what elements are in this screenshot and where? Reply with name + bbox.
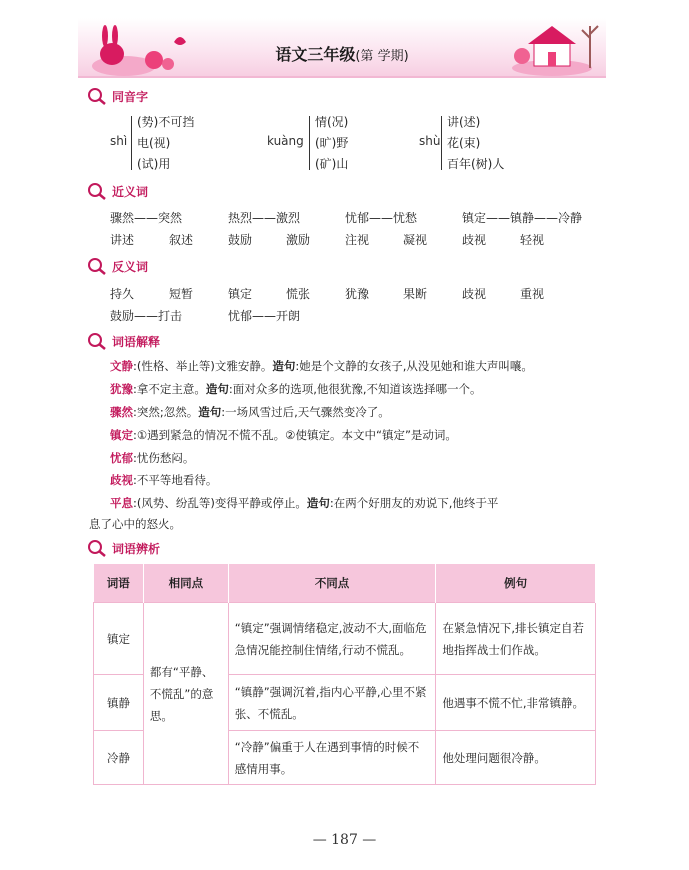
- homophone-item: 情(况): [315, 115, 349, 129]
- homophone-pinyin-shi: shì: [110, 134, 128, 148]
- example-label: 造句: [205, 382, 229, 396]
- definition-line: [110, 450, 194, 466]
- homophone-item: 花(束): [447, 136, 481, 150]
- antonym-item: 慌张: [286, 287, 311, 301]
- magnifier-icon: [86, 86, 108, 106]
- synonym-item: 注视: [345, 233, 370, 247]
- table-common: 都有“平静、不慌乱”的意思。: [143, 603, 228, 785]
- definition-term: 歧视: [110, 473, 133, 487]
- definition-text: :不平等地看待。: [133, 473, 218, 487]
- homophone-item: 百年(树)人: [447, 157, 505, 171]
- definition-text: :(性格、举止等)文雅安静。: [133, 359, 273, 373]
- magnifier-icon: [86, 181, 108, 201]
- definition-line: [110, 495, 498, 511]
- antonym-item: 短暂: [169, 287, 194, 301]
- definition-term: 文静: [110, 359, 133, 373]
- section-homophones-label: 同音字: [112, 89, 149, 104]
- table-header: 词语: [94, 564, 144, 603]
- antonym-item: 持久: [110, 287, 135, 301]
- section-distinction-label: 词语辨析: [112, 541, 161, 556]
- example-label: 造句: [306, 496, 330, 510]
- definition-text: :(风势、纷乱等)变得平静或停止。: [133, 496, 307, 510]
- antonym-item: 重视: [520, 287, 545, 301]
- synonym-item: 讲述: [110, 233, 135, 247]
- definition-text: :突然;忽然。: [133, 405, 199, 419]
- homophone-pinyin-shu: shù: [419, 134, 441, 148]
- synonym-item: 轻视: [520, 233, 545, 247]
- example-label: 造句: [272, 359, 296, 373]
- homophone-pinyin-kuang: kuàng: [267, 134, 304, 148]
- synonym-item: 叙述: [169, 233, 194, 247]
- table-diff: “镇静”强调沉着,指内心平静,心里不紧张、不慌乱。: [228, 675, 436, 731]
- header-subtitle: (第 学期): [355, 49, 409, 64]
- synonym-item: 激励: [286, 233, 311, 247]
- page-number: — 187 —: [312, 832, 377, 848]
- page-header: [78, 12, 606, 78]
- section-antonyms-label: 反义词: [112, 259, 149, 274]
- table-header: 相同点: [143, 564, 228, 603]
- homophone-item: (旷)野: [315, 136, 349, 150]
- antonym-item: 鼓励——打击: [110, 309, 183, 323]
- antonym-item: 果断: [403, 287, 428, 301]
- example-label: 造句: [198, 405, 222, 419]
- definition-text: :忧伤愁闷。: [133, 451, 195, 465]
- antonym-item: 歧视: [462, 287, 487, 301]
- table-example: 在紧急情况下,排长镇定自若地指挥战士们作战。: [436, 603, 596, 675]
- table-diff: “镇定”强调情绪稳定,波动不大,面临危急情况能控制住情绪,行动不慌乱。: [228, 603, 436, 675]
- table-word: 镇定: [94, 603, 144, 675]
- definition-term: 忧郁: [110, 451, 133, 465]
- magnifier-icon: [86, 331, 108, 351]
- definition-line: [110, 381, 482, 397]
- table-example: 他遇事不慌不忙,非常镇静。: [436, 675, 596, 731]
- header-title: [78, 42, 606, 65]
- magnifier-icon: [86, 538, 108, 558]
- definition-text: :①遇到紧急的情况不慌不乱。②使镇定。本文中“镇定”是动词。: [133, 428, 457, 442]
- synonym-item: 忧郁——忧愁: [345, 211, 418, 225]
- homophone-item: (势)不可挡: [137, 115, 195, 129]
- example-sentence: :她是个文静的女孩子,从没见她和谁大声叫嚷。: [295, 359, 533, 373]
- definition-line: [110, 358, 533, 374]
- table-header: 不同点: [228, 564, 436, 603]
- table-header-row: [94, 564, 596, 603]
- homophone-item: (矿)山: [315, 157, 349, 171]
- section-explanation-label: 词语解释: [112, 334, 161, 349]
- section-antonyms: [86, 256, 148, 276]
- header-title-text: 语文三年级: [275, 45, 356, 64]
- table-word: 镇静: [94, 675, 144, 731]
- definition-continuation: 息了心中的怒火。: [89, 517, 181, 531]
- definition-text: :拿不定主意。: [133, 382, 206, 396]
- example-sentence: :在两个好朋友的劝说下,他终于平: [329, 496, 499, 510]
- synonym-item: 凝视: [403, 233, 428, 247]
- table-row: [94, 603, 596, 675]
- homophone-item: 讲(述): [447, 115, 481, 129]
- definition-line: [110, 472, 217, 488]
- synonym-item: 镇定——镇静——冷静: [462, 211, 583, 225]
- definition-term: 犹豫: [110, 382, 133, 396]
- antonym-item: 忧郁——开朗: [228, 309, 301, 323]
- table-diff: “冷静”偏重于人在遇到事情的时候不感情用事。: [228, 731, 436, 785]
- section-synonyms: [86, 181, 148, 201]
- definition-line: [110, 404, 390, 420]
- example-sentence: :一场风雪过后,天气骤然变冷了。: [221, 405, 390, 419]
- definition-line: [110, 427, 457, 443]
- definition-term: 平息: [110, 496, 133, 510]
- table-word: 冷静: [94, 731, 144, 785]
- synonym-item: 热烈——激烈: [228, 211, 301, 225]
- section-explanation: [86, 331, 160, 351]
- table-header: 例句: [436, 564, 596, 603]
- section-distinction: [86, 538, 160, 558]
- homophone-item: 电(视): [137, 136, 171, 150]
- antonym-item: 犹豫: [345, 287, 370, 301]
- antonym-item: 镇定: [228, 287, 253, 301]
- definition-term: 骤然: [110, 405, 133, 419]
- magnifier-icon: [86, 256, 108, 276]
- definition-term: 镇定: [110, 428, 133, 442]
- example-sentence: :面对众多的选项,他很犹豫,不知道该选择哪一个。: [228, 382, 482, 396]
- section-synonyms-label: 近义词: [112, 184, 149, 199]
- synonym-item: 歧视: [462, 233, 487, 247]
- synonym-item: 骤然——突然: [110, 211, 183, 225]
- synonym-item: 鼓励: [228, 233, 253, 247]
- table-example: 他处理问题很冷静。: [436, 731, 596, 785]
- comparison-table: [93, 564, 596, 785]
- section-homophones: [86, 86, 148, 106]
- homophone-item: (试)用: [137, 157, 171, 171]
